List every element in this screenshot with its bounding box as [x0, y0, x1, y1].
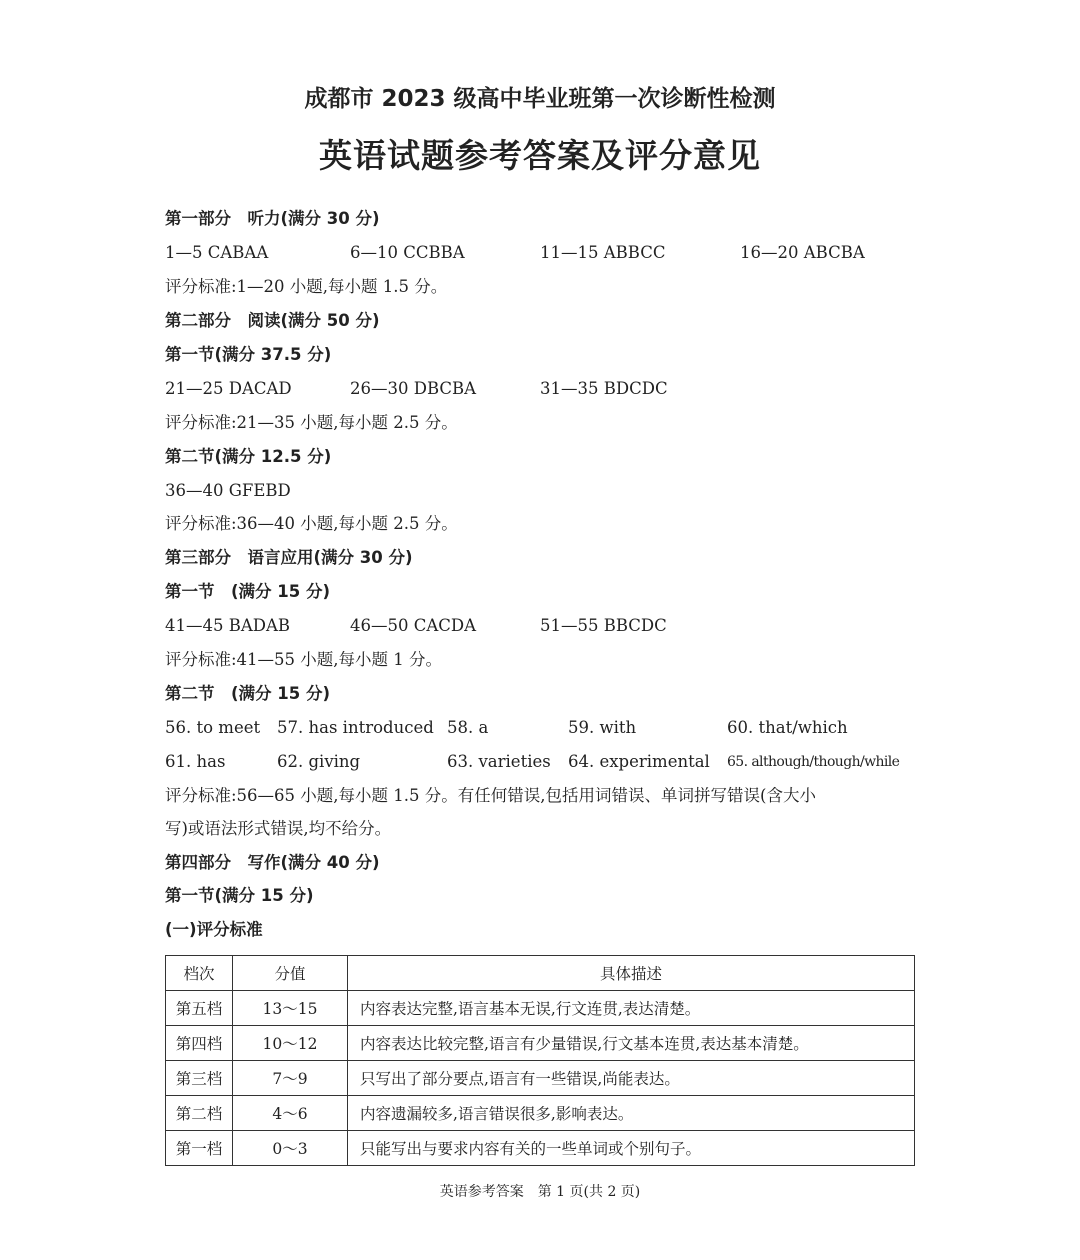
answer-group: 41—45 BADAB: [165, 616, 291, 635]
table-row: [166, 1131, 915, 1166]
grade: 第二档: [166, 1096, 233, 1131]
page-footer: 英语参考答案 第 1 页(共 2 页): [439, 1184, 641, 1200]
part2-sec2-answers: 36—40 GFEBD: [165, 481, 291, 500]
part2-sec2-criteria: 评分标准:36—40 小题,每小题 2.5 分。: [165, 514, 458, 533]
table-header-row: [166, 956, 915, 991]
score: 13～15: [233, 991, 348, 1026]
answer-item: 57. has introduced: [277, 718, 434, 737]
part2-sec2-heading: 第二节(满分 12.5 分): [165, 447, 332, 466]
description: 内容遗漏较多,语言错误很多,影响表达。: [348, 1096, 915, 1131]
answer-group: 26—30 DBCBA: [350, 379, 477, 398]
description: 只写出了部分要点,语言有一些错误,尚能表达。: [348, 1061, 915, 1096]
description: 内容表达完整,语言基本无误,行文连贯,表达清楚。: [348, 991, 915, 1026]
scoring-table: [165, 955, 915, 1166]
answer-group: 6—10 CCBBA: [350, 243, 465, 262]
grade: 第四档: [166, 1026, 233, 1061]
part3-sec2-criteria-cont: 写)或语法形式错误,均不给分。: [165, 819, 392, 838]
table-row: [166, 1026, 915, 1061]
document-title: 成都市 2023 级高中毕业班第一次诊断性检测: [304, 86, 776, 112]
table-row: [166, 991, 915, 1026]
answer-group: 11—15 ABBCC: [540, 243, 666, 262]
part2-sec1-criteria: 评分标准:21—35 小题,每小题 2.5 分。: [165, 413, 458, 432]
grade: 第一档: [166, 1131, 233, 1166]
answer-group: 1—5 CABAA: [165, 243, 269, 262]
grade: 第三档: [166, 1061, 233, 1096]
answer-group: 46—50 CACDA: [350, 616, 477, 635]
score: 10～12: [233, 1026, 348, 1061]
answer-group: 16—20 ABCBA: [740, 243, 865, 262]
answer-item: 64. experimental: [568, 752, 710, 771]
answer-item: 62. giving: [277, 752, 361, 771]
answer-item: 58. a: [447, 718, 489, 737]
header-score: 分值: [233, 956, 348, 991]
part3-sec1-criteria: 评分标准:41—55 小题,每小题 1 分。: [165, 650, 443, 669]
part4-sec1-heading: 第一节(满分 15 分): [165, 886, 314, 905]
score: 0～3: [233, 1131, 348, 1166]
answer-item: 56. to meet: [165, 718, 261, 737]
answer-item: 63. varieties: [447, 752, 551, 771]
score: 4～6: [233, 1096, 348, 1131]
description: 只能写出与要求内容有关的一些单词或个别句子。: [348, 1131, 915, 1166]
answer-group: 31—35 BDCDC: [540, 379, 668, 398]
header-description: 具体描述: [348, 956, 915, 991]
part2-sec1-heading: 第一节(满分 37.5 分): [165, 345, 332, 364]
part3-heading: 第三部分 语言应用(满分 30 分): [165, 548, 413, 567]
grade: 第五档: [166, 991, 233, 1026]
part3-sec2-criteria: 评分标准:56—65 小题,每小题 1.5 分。有任何错误,包括用词错误、单词拼写错误(含大小: [165, 786, 816, 805]
part4-sub-heading: (一)评分标准: [165, 920, 263, 939]
part2-heading: 第二部分 阅读(满分 50 分): [165, 311, 380, 330]
answer-group: 51—55 BBCDC: [540, 616, 667, 635]
answer-item: 65. although/though/while: [727, 754, 900, 770]
part4-heading: 第四部分 写作(满分 40 分): [165, 853, 380, 872]
part3-sec1-heading: 第一节 (满分 15 分): [165, 582, 331, 601]
answer-group: 21—25 DACAD: [165, 379, 292, 398]
part1-criteria: 评分标准:1—20 小题,每小题 1.5 分。: [165, 277, 448, 296]
description: 内容表达比较完整,语言有少量错误,行文基本连贯,表达基本清楚。: [348, 1026, 915, 1061]
answer-item: 60. that/which: [727, 718, 848, 737]
document-subtitle: 英语试题参考答案及评分意见: [319, 136, 761, 175]
answer-item: 61. has: [165, 752, 226, 771]
header-grade: 档次: [166, 956, 233, 991]
table-row: [166, 1096, 915, 1131]
part3-sec2-heading: 第二节 (满分 15 分): [165, 684, 331, 703]
answer-item: 59. with: [568, 718, 637, 737]
part1-heading: 第一部分 听力(满分 30 分): [165, 209, 380, 228]
score: 7～9: [233, 1061, 348, 1096]
table-row: [166, 1061, 915, 1096]
